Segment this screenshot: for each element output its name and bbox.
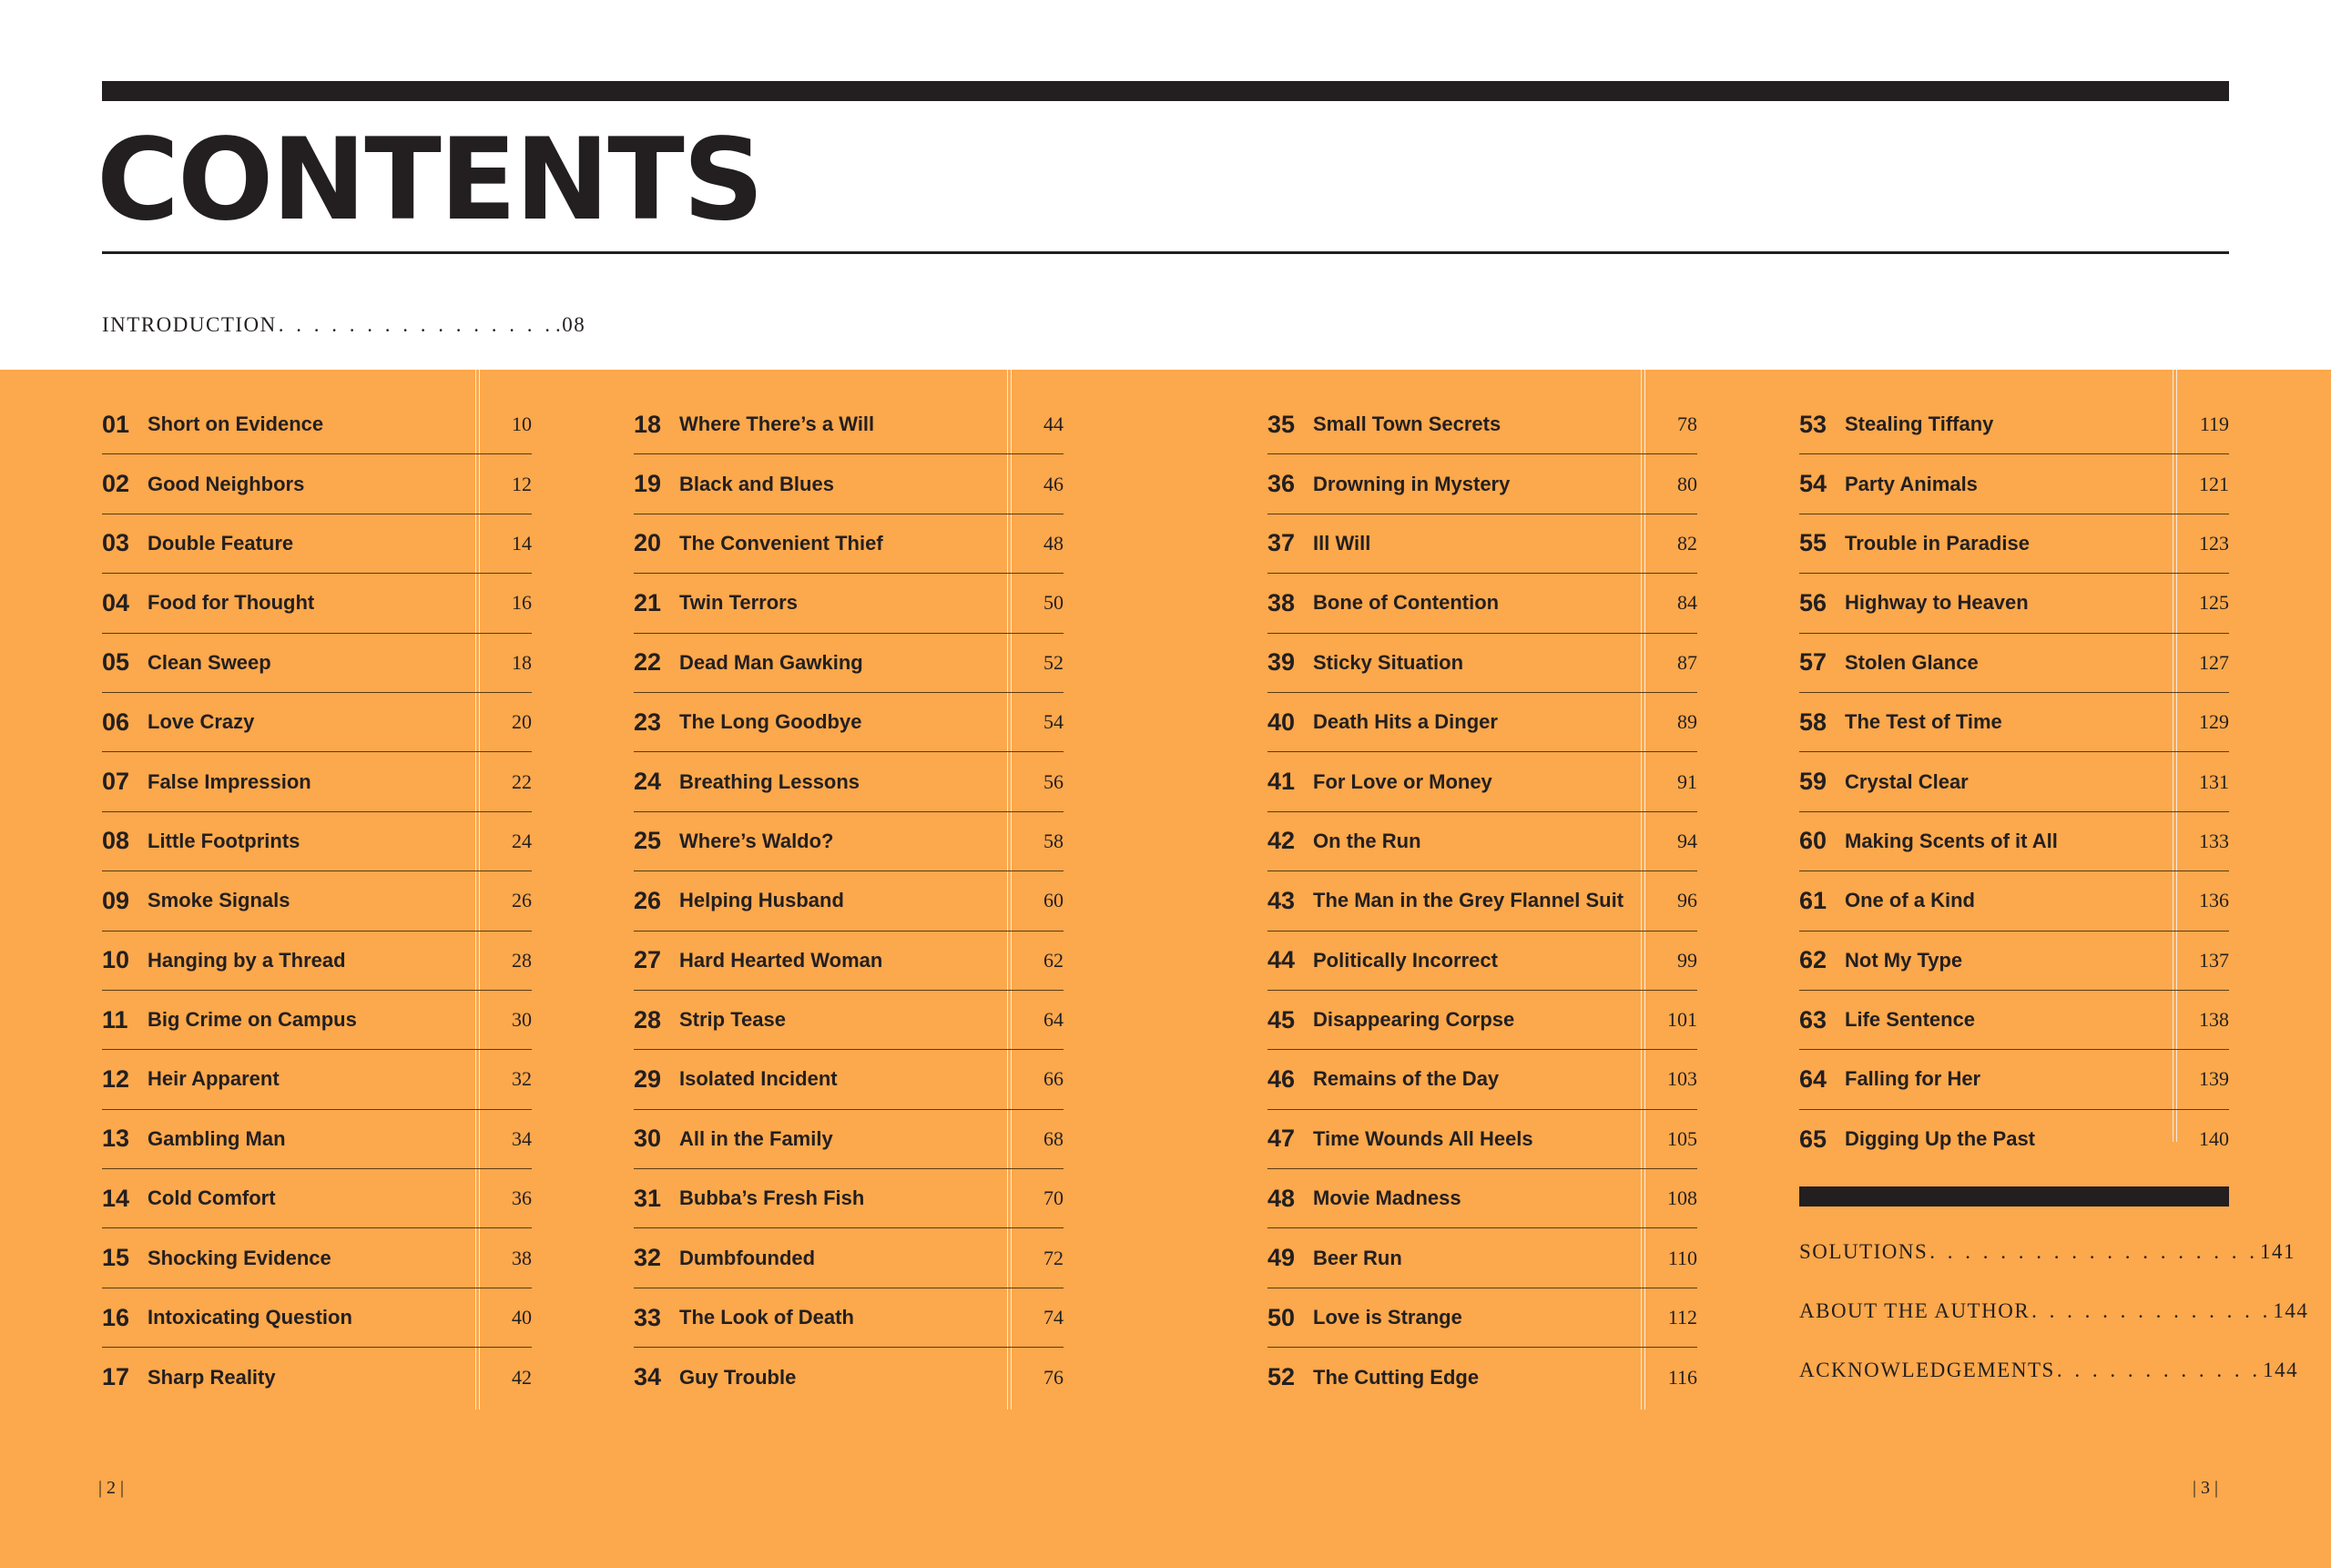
chapter-page: 131 — [2199, 769, 2229, 793]
toc-entry[interactable] — [634, 1348, 1064, 1407]
chapter-title: The Long Goodbye — [679, 710, 862, 734]
chapter-page: 42 — [512, 1365, 532, 1389]
chapter-page: 108 — [1667, 1186, 1697, 1210]
toc-entry[interactable] — [634, 871, 1064, 931]
dot-leader: . . . . . . . . . . . . . . . . . . . — [1929, 1240, 2259, 1263]
chapter-number: 36 — [1267, 470, 1296, 498]
chapter-title: Drowning in Mystery — [1313, 472, 1511, 495]
page-title: CONTENTS — [97, 115, 763, 246]
chapter-number: 08 — [102, 827, 130, 855]
chapter-title: Big Crime on Campus — [148, 1008, 357, 1032]
chapter-title: Gambling Man — [148, 1126, 286, 1150]
chapter-number: 29 — [634, 1064, 662, 1093]
back-matter-label: ABOUT THE AUTHOR — [1799, 1299, 2031, 1322]
chapter-number: 61 — [1799, 886, 1827, 914]
toc-entry[interactable] — [1799, 514, 2229, 574]
chapter-title: Strip Tease — [679, 1008, 786, 1032]
chapter-title: The Test of Time — [1845, 710, 2002, 734]
chapter-title: Death Hits a Dinger — [1313, 710, 1498, 734]
chapter-title: Sharp Reality — [148, 1365, 276, 1389]
chapter-title: Remains of the Day — [1313, 1067, 1500, 1091]
chapter-page: 60 — [1043, 889, 1064, 912]
chapter-title: All in the Family — [679, 1126, 833, 1150]
chapter-title: Heir Apparent — [148, 1067, 280, 1091]
dot-leader: . . . . . . . . . . . . — [2056, 1359, 2262, 1381]
toc-entry[interactable] — [1799, 991, 2229, 1050]
toc-entry[interactable] — [1267, 693, 1697, 752]
toc-column-2 — [634, 395, 1064, 1408]
chapter-number: 56 — [1799, 588, 1827, 616]
chapter-number: 12 — [102, 1064, 130, 1093]
toc-entry[interactable] — [634, 634, 1064, 693]
chapter-number: 02 — [102, 470, 130, 498]
chapter-page: 138 — [2199, 1008, 2229, 1032]
toc-entry[interactable] — [634, 1169, 1064, 1228]
chapter-page: 36 — [512, 1186, 532, 1210]
chapter-number: 27 — [634, 946, 662, 974]
introduction-label: INTRODUCTION — [102, 313, 277, 336]
chapter-page: 84 — [1677, 591, 1697, 615]
chapter-page: 18 — [512, 650, 532, 674]
toc-entry[interactable] — [1799, 454, 2229, 514]
chapter-title: Where There’s a Will — [679, 412, 875, 436]
folio-left: | 2 | — [98, 1478, 125, 1498]
chapter-number: 15 — [102, 1244, 130, 1272]
chapter-title: Dumbfounded — [679, 1246, 816, 1269]
chapter-number: 01 — [102, 410, 130, 438]
title-rule — [102, 251, 2229, 254]
toc-entry[interactable] — [102, 1228, 532, 1288]
chapter-number: 52 — [1267, 1363, 1296, 1391]
chapter-number: 34 — [634, 1363, 662, 1391]
toc-entry[interactable] — [102, 991, 532, 1050]
chapter-number: 33 — [634, 1303, 662, 1331]
chapter-title: The Convenient Thief — [679, 531, 883, 555]
acknowledgements-entry[interactable] — [1799, 1359, 2299, 1386]
chapter-number: 38 — [1267, 588, 1296, 616]
chapter-page: 28 — [512, 948, 532, 972]
toc-entry[interactable] — [1267, 1169, 1697, 1228]
chapter-page: 48 — [1043, 531, 1064, 555]
chapter-title: Sticky Situation — [1313, 650, 1464, 674]
chapter-title: Love Crazy — [148, 710, 255, 734]
chapter-number: 48 — [1267, 1184, 1296, 1212]
chapter-page: 123 — [2199, 531, 2229, 555]
toc-entry[interactable] — [1799, 395, 2229, 454]
chapter-number: 58 — [1799, 708, 1827, 736]
chapter-page: 89 — [1677, 710, 1697, 734]
chapter-page: 91 — [1677, 769, 1697, 793]
chapter-title: Bubba’s Fresh Fish — [679, 1186, 865, 1210]
chapter-page: 30 — [512, 1008, 532, 1032]
chapter-page: 50 — [1043, 591, 1064, 615]
chapter-title: Twin Terrors — [679, 591, 798, 615]
back-matter-label: ACKNOWLEDGEMENTS — [1799, 1359, 2055, 1381]
chapter-page: 110 — [1667, 1246, 1697, 1269]
toc-entry[interactable] — [634, 1050, 1064, 1109]
chapter-number: 40 — [1267, 708, 1296, 736]
toc-column-1 — [102, 395, 532, 1408]
chapter-number: 24 — [634, 768, 662, 796]
toc-entry[interactable] — [1267, 1110, 1697, 1169]
chapter-page: 103 — [1667, 1067, 1697, 1091]
chapter-number: 60 — [1799, 827, 1827, 855]
toc-entry[interactable] — [1267, 1288, 1697, 1348]
toc-entry[interactable] — [1799, 1110, 2229, 1169]
toc-entry[interactable] — [634, 574, 1064, 633]
chapter-page: 44 — [1043, 412, 1064, 436]
chapter-title: Digging Up the Past — [1845, 1127, 2035, 1151]
chapter-page: 78 — [1677, 412, 1697, 436]
chapter-number: 65 — [1799, 1125, 1827, 1153]
toc-entry[interactable] — [102, 1110, 532, 1169]
chapter-number: 28 — [634, 1005, 662, 1033]
chapter-number: 26 — [634, 886, 662, 914]
chapter-number: 25 — [634, 827, 662, 855]
chapter-page: 72 — [1043, 1246, 1064, 1269]
chapter-page: 82 — [1677, 531, 1697, 555]
chapter-number: 59 — [1799, 768, 1827, 796]
toc-entry[interactable] — [634, 1288, 1064, 1348]
dot-leader: . . . . . . . . . . . . . . — [2031, 1299, 2272, 1322]
chapter-page: 56 — [1043, 769, 1064, 793]
chapter-number: 63 — [1799, 1005, 1827, 1033]
chapter-number: 37 — [1267, 529, 1296, 557]
chapter-page: 116 — [1667, 1365, 1697, 1389]
chapter-page: 12 — [512, 472, 532, 495]
chapter-title: Falling for Her — [1845, 1067, 1981, 1091]
chapter-title: Small Town Secrets — [1313, 412, 1501, 436]
chapter-title: Short on Evidence — [148, 412, 324, 436]
chapter-page: 125 — [2199, 591, 2229, 615]
chapter-title: Crystal Clear — [1845, 769, 1969, 793]
chapter-number: 16 — [102, 1303, 130, 1331]
chapter-title: Isolated Incident — [679, 1067, 838, 1091]
chapter-page: 62 — [1043, 948, 1064, 972]
toc-entry[interactable] — [634, 454, 1064, 514]
chapter-number: 55 — [1799, 529, 1827, 557]
chapter-title: Little Footprints — [148, 829, 300, 852]
toc-entry[interactable] — [102, 574, 532, 633]
chapter-page: 139 — [2199, 1067, 2229, 1091]
chapter-number: 30 — [634, 1125, 662, 1153]
chapter-page: 64 — [1043, 1008, 1064, 1032]
chapter-title: Politically Incorrect — [1313, 948, 1498, 972]
chapter-title: False Impression — [148, 769, 311, 793]
toc-entry[interactable] — [1799, 812, 2229, 871]
toc-entry[interactable] — [1267, 454, 1697, 514]
toc-column-4 — [1799, 395, 2229, 1169]
chapter-title: Making Scents of it All — [1845, 829, 2058, 852]
toc-entry[interactable] — [1267, 395, 1697, 454]
chapter-page: 20 — [512, 710, 532, 734]
chapter-title: Highway to Heaven — [1845, 591, 2029, 615]
toc-entry[interactable] — [102, 395, 532, 454]
toc-entry[interactable] — [102, 932, 532, 991]
chapter-number: 41 — [1267, 768, 1296, 796]
toc-entry[interactable] — [102, 1348, 532, 1407]
toc-column-3 — [1267, 395, 1697, 1408]
toc-entry[interactable] — [634, 514, 1064, 574]
toc-entry[interactable] — [1267, 574, 1697, 633]
chapter-title: Hard Hearted Woman — [679, 948, 883, 972]
toc-entry[interactable] — [1799, 634, 2229, 693]
chapter-number: 32 — [634, 1244, 662, 1272]
chapter-title: Movie Madness — [1313, 1186, 1461, 1210]
chapter-number: 05 — [102, 648, 130, 677]
toc-entry[interactable] — [102, 871, 532, 931]
chapter-page: 76 — [1043, 1365, 1064, 1389]
chapter-page: 26 — [512, 889, 532, 912]
chapter-number: 50 — [1267, 1303, 1296, 1331]
chapter-page: 121 — [2199, 472, 2229, 495]
chapter-number: 13 — [102, 1125, 130, 1153]
chapter-number: 19 — [634, 470, 662, 498]
toc-entry[interactable] — [1267, 514, 1697, 574]
chapter-page: 140 — [2199, 1127, 2229, 1151]
chapter-page: 136 — [2199, 889, 2229, 912]
chapter-title: Love is Strange — [1313, 1306, 1462, 1329]
chapter-number: 09 — [102, 886, 130, 914]
chapter-title: One of a Kind — [1845, 889, 1975, 912]
about-the-author-entry[interactable] — [1799, 1299, 2309, 1327]
chapter-number: 42 — [1267, 827, 1296, 855]
chapter-title: Disappearing Corpse — [1313, 1008, 1515, 1032]
chapter-number: 46 — [1267, 1064, 1296, 1093]
toc-entry[interactable] — [1267, 1050, 1697, 1109]
chapter-number: 54 — [1799, 470, 1827, 498]
toc-entry[interactable] — [1799, 1050, 2229, 1109]
chapter-page: 127 — [2199, 650, 2229, 674]
chapter-number: 07 — [102, 768, 130, 796]
chapter-title: Where’s Waldo? — [679, 829, 834, 852]
back-matter-bar — [1799, 1186, 2229, 1207]
chapter-number: 35 — [1267, 410, 1296, 438]
toc-entry[interactable] — [634, 812, 1064, 871]
chapter-title: The Cutting Edge — [1313, 1365, 1480, 1389]
chapter-number: 04 — [102, 588, 130, 616]
toc-entry[interactable] — [102, 752, 532, 811]
toc-entry[interactable] — [634, 693, 1064, 752]
chapter-page: 112 — [1667, 1306, 1697, 1329]
chapter-number: 39 — [1267, 648, 1296, 677]
chapter-number: 21 — [634, 588, 662, 616]
chapter-page: 133 — [2199, 829, 2229, 852]
chapter-number: 22 — [634, 648, 662, 677]
chapter-title: The Man in the Grey Flannel Suit — [1313, 889, 1624, 912]
chapter-number: 53 — [1799, 410, 1827, 438]
chapter-title: Stolen Glance — [1845, 650, 1979, 674]
chapter-title: Double Feature — [148, 531, 294, 555]
toc-entry[interactable] — [102, 1050, 532, 1109]
chapter-number: 64 — [1799, 1064, 1827, 1093]
chapter-page: 32 — [512, 1067, 532, 1091]
chapter-title: On the Run — [1313, 829, 1421, 852]
chapter-number: 31 — [634, 1184, 662, 1212]
chapter-page: 129 — [2199, 710, 2229, 734]
toc-entry[interactable] — [102, 812, 532, 871]
chapter-page: 80 — [1677, 472, 1697, 495]
chapter-title: Shocking Evidence — [148, 1246, 331, 1269]
chapter-page: 96 — [1677, 889, 1697, 912]
toc-entry[interactable] — [102, 1169, 532, 1228]
toc-entry[interactable] — [102, 1288, 532, 1348]
chapter-number: 49 — [1267, 1244, 1296, 1272]
chapter-page: 52 — [1043, 650, 1064, 674]
toc-entry[interactable] — [102, 454, 532, 514]
chapter-number: 57 — [1799, 648, 1827, 677]
solutions-entry[interactable] — [1799, 1240, 2296, 1268]
folio-right: | 3 | — [2193, 1478, 2219, 1498]
chapter-page: 68 — [1043, 1126, 1064, 1150]
chapter-title: Party Animals — [1845, 472, 1978, 495]
chapter-title: For Love or Money — [1313, 769, 1492, 793]
toc-entry[interactable] — [1267, 1228, 1697, 1288]
top-rule — [102, 81, 2229, 101]
chapter-title: Black and Blues — [679, 472, 834, 495]
chapter-page: 74 — [1043, 1306, 1064, 1329]
toc-entry[interactable] — [634, 752, 1064, 811]
chapter-page: 22 — [512, 769, 532, 793]
chapter-page: 101 — [1667, 1008, 1697, 1032]
chapter-page: 105 — [1667, 1126, 1697, 1150]
chapter-title: Good Neighbors — [148, 472, 305, 495]
chapter-title: Food for Thought — [148, 591, 315, 615]
toc-entry[interactable] — [102, 634, 532, 693]
chapter-page: 66 — [1043, 1067, 1064, 1091]
toc-entry[interactable] — [634, 932, 1064, 991]
toc-entry[interactable] — [102, 514, 532, 574]
chapter-number: 47 — [1267, 1125, 1296, 1153]
toc-entry[interactable] — [1267, 634, 1697, 693]
toc-entry[interactable] — [634, 1228, 1064, 1288]
chapter-page: 16 — [512, 591, 532, 615]
chapter-title: Time Wounds All Heels — [1313, 1126, 1533, 1150]
chapter-page: 137 — [2199, 948, 2229, 972]
chapter-number: 17 — [102, 1363, 130, 1391]
chapter-page: 46 — [1043, 472, 1064, 495]
chapter-page: 99 — [1677, 948, 1697, 972]
chapter-title: Cold Comfort — [148, 1186, 276, 1210]
chapter-page: 70 — [1043, 1186, 1064, 1210]
chapter-number: 62 — [1799, 946, 1827, 974]
back-matter-page: 141 — [2260, 1240, 2296, 1263]
chapter-title: Helping Husband — [679, 889, 844, 912]
toc-entry[interactable] — [1799, 693, 2229, 752]
chapter-title: Breathing Lessons — [679, 769, 860, 793]
back-matter-page: 144 — [2263, 1359, 2299, 1381]
chapter-number: 10 — [102, 946, 130, 974]
chapter-page: 24 — [512, 829, 532, 852]
chapter-title: Bone of Contention — [1313, 591, 1500, 615]
toc-entry[interactable] — [1267, 932, 1697, 991]
chapter-number: 06 — [102, 708, 130, 736]
chapter-title: Smoke Signals — [148, 889, 290, 912]
toc-entry[interactable] — [1799, 752, 2229, 811]
chapter-number: 23 — [634, 708, 662, 736]
chapter-title: Clean Sweep — [148, 650, 271, 674]
chapter-number: 11 — [102, 1005, 128, 1033]
chapter-page: 34 — [512, 1126, 532, 1150]
toc-entry[interactable] — [634, 395, 1064, 454]
chapter-page: 58 — [1043, 829, 1064, 852]
chapter-number: 45 — [1267, 1005, 1296, 1033]
back-matter-label: SOLUTIONS — [1799, 1240, 1929, 1263]
toc-entry[interactable] — [1267, 991, 1697, 1050]
toc-entry[interactable] — [1267, 1348, 1697, 1407]
chapter-title: The Look of Death — [679, 1306, 854, 1329]
chapter-number: 03 — [102, 529, 130, 557]
chapter-number: 18 — [634, 410, 662, 438]
toc-entry[interactable] — [1799, 574, 2229, 633]
toc-entry[interactable] — [1267, 812, 1697, 871]
chapter-title: Dead Man Gawking — [679, 650, 863, 674]
introduction-page: .08 — [555, 313, 586, 336]
chapter-title: Stealing Tiffany — [1845, 412, 1994, 436]
introduction-entry[interactable] — [102, 313, 586, 341]
chapter-page: 87 — [1677, 650, 1697, 674]
toc-entry[interactable] — [1267, 752, 1697, 811]
chapter-number: 14 — [102, 1184, 130, 1212]
chapter-title: Guy Trouble — [679, 1365, 797, 1389]
chapter-page: 14 — [512, 531, 532, 555]
chapter-page: 54 — [1043, 710, 1064, 734]
chapter-page: 38 — [512, 1246, 532, 1269]
chapter-page: 94 — [1677, 829, 1697, 852]
toc-entry[interactable] — [102, 693, 532, 752]
chapter-number: 43 — [1267, 886, 1296, 914]
chapter-number: 44 — [1267, 946, 1296, 974]
chapter-title: Ill Will — [1313, 531, 1371, 555]
dot-leader: . . . . . . . . . . . . . . . . — [278, 313, 555, 336]
back-matter-page: 144 — [2273, 1299, 2309, 1322]
toc-entry[interactable] — [1799, 871, 2229, 931]
toc-entry[interactable] — [1267, 871, 1697, 931]
chapter-page: 119 — [2199, 412, 2229, 436]
toc-entry[interactable] — [1799, 932, 2229, 991]
chapter-title: Hanging by a Thread — [148, 948, 346, 972]
chapter-page: 40 — [512, 1306, 532, 1329]
chapter-title: Intoxicating Question — [148, 1306, 352, 1329]
chapter-number: 20 — [634, 529, 662, 557]
chapter-title: Trouble in Paradise — [1845, 531, 2030, 555]
chapter-title: Life Sentence — [1845, 1008, 1976, 1032]
chapter-title: Beer Run — [1313, 1246, 1402, 1269]
chapter-title: Not My Type — [1845, 948, 1963, 972]
toc-entry[interactable] — [634, 1110, 1064, 1169]
chapter-page: 10 — [512, 412, 532, 436]
toc-entry[interactable] — [634, 991, 1064, 1050]
